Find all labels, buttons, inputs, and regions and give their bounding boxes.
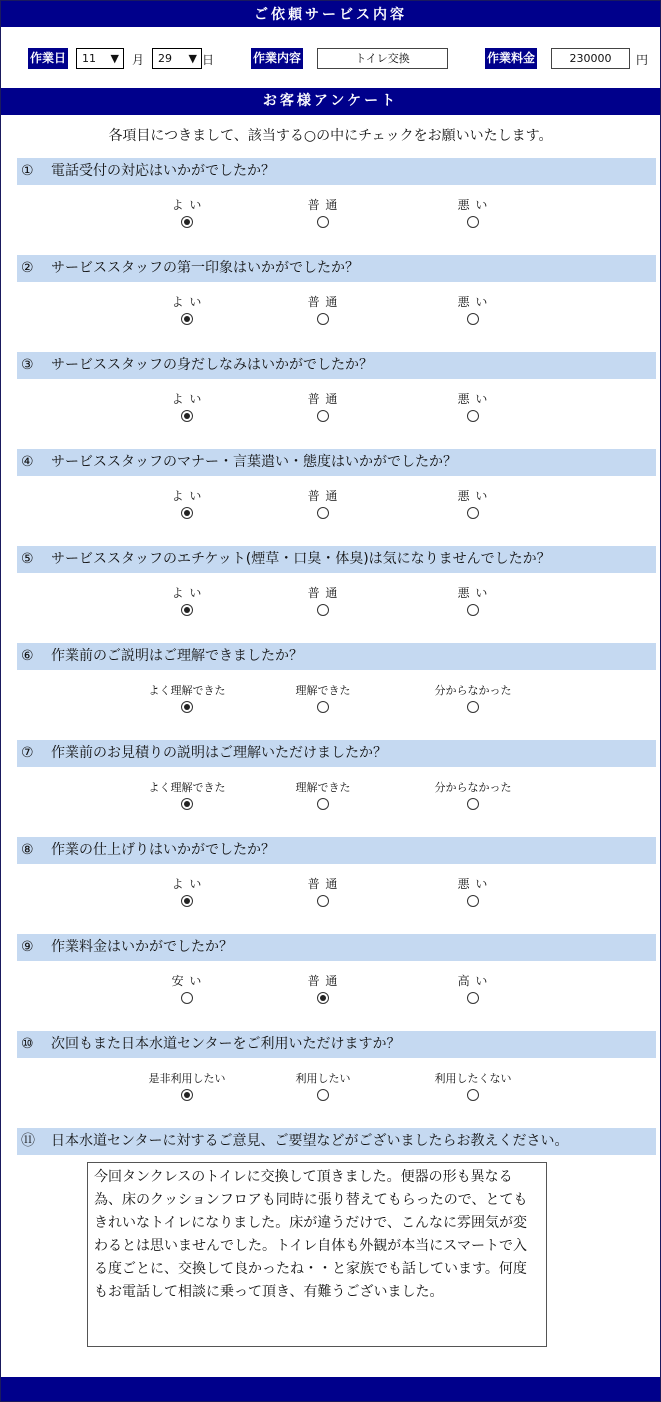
option-label: よ い [171, 198, 203, 212]
radio-checked[interactable] [181, 507, 193, 519]
question-text: 作業前のご説明はご理解できましたか？ [51, 648, 303, 664]
radio-unchecked[interactable] [467, 604, 479, 616]
answer-option[interactable] [418, 780, 528, 810]
answer-option[interactable] [268, 295, 378, 325]
answer-option[interactable] [132, 877, 242, 907]
option-label: 普 通 [307, 974, 339, 988]
answer-option[interactable] [132, 489, 242, 519]
answer-option[interactable] [268, 392, 378, 422]
question-6 [17, 643, 656, 670]
radio-unchecked[interactable] [317, 798, 329, 810]
option-label: 分からなかった [434, 684, 512, 697]
option-label: よく理解できた [148, 781, 226, 794]
answer-option[interactable] [132, 1071, 242, 1101]
survey-intro: 各項目につきまして、該当する○の中にチェックをお願いいたします。 [108, 128, 553, 144]
radio-unchecked[interactable] [317, 216, 329, 228]
question-9 [17, 934, 656, 961]
answer-option[interactable] [268, 1071, 378, 1101]
radio-unchecked[interactable] [467, 701, 479, 713]
option-label: 悪 い [457, 489, 489, 503]
radio-checked[interactable] [181, 216, 193, 228]
service-header: ご依頼サービス内容 [1, 1, 660, 27]
answer-option[interactable] [418, 683, 528, 713]
question-4 [17, 449, 656, 476]
question-7 [17, 740, 656, 767]
answer-option[interactable] [132, 198, 242, 228]
month-unit: 月 [132, 53, 145, 67]
option-label: 悪 い [457, 586, 489, 600]
option-label: 悪 い [457, 198, 489, 212]
radio-checked[interactable] [181, 604, 193, 616]
radio-unchecked[interactable] [181, 992, 193, 1004]
question-8 [17, 837, 656, 864]
month-value: 11 [82, 52, 96, 65]
work-fee-label: 作業料金 [485, 48, 537, 69]
option-label: 普 通 [307, 198, 339, 212]
question-text: 電話受付の対応はいかがでしたか？ [51, 163, 275, 179]
answer-option[interactable] [418, 489, 528, 519]
question-number: ⑨ [21, 939, 34, 955]
option-label: 悪 い [457, 877, 489, 891]
radio-unchecked[interactable] [467, 895, 479, 907]
option-label: 悪 い [457, 392, 489, 406]
fee-unit: 円 [636, 53, 649, 67]
question-number: ⑦ [21, 745, 34, 761]
question-3 [17, 352, 656, 379]
radio-unchecked[interactable] [317, 895, 329, 907]
question-number: ⑥ [21, 648, 34, 664]
answer-option[interactable] [132, 974, 242, 1004]
radio-checked[interactable] [181, 701, 193, 713]
radio-unchecked[interactable] [467, 1089, 479, 1101]
radio-unchecked[interactable] [467, 216, 479, 228]
work-fee-field[interactable]: 230000 [551, 48, 630, 69]
radio-unchecked[interactable] [467, 798, 479, 810]
radio-checked[interactable] [181, 798, 193, 810]
option-label: よ い [171, 586, 203, 600]
answer-option[interactable] [268, 198, 378, 228]
radio-unchecked[interactable] [317, 604, 329, 616]
day-select[interactable] [152, 48, 202, 69]
answer-option[interactable] [132, 586, 242, 616]
option-label: 高 い [457, 974, 489, 988]
option-label: 普 通 [307, 392, 339, 406]
answer-option[interactable] [418, 392, 528, 422]
answer-option[interactable] [418, 877, 528, 907]
question-5 [17, 546, 656, 573]
answer-option[interactable] [268, 974, 378, 1004]
radio-unchecked[interactable] [317, 1089, 329, 1101]
option-label: 普 通 [307, 877, 339, 891]
option-label: 利用したい [295, 1072, 351, 1085]
radio-checked[interactable] [181, 895, 193, 907]
radio-checked[interactable] [181, 313, 193, 325]
option-label: 普 通 [307, 295, 339, 309]
question-10 [17, 1031, 656, 1058]
answer-option[interactable] [132, 392, 242, 422]
question-number: ② [21, 260, 34, 276]
question-number: ⑧ [21, 842, 34, 858]
option-label: よ い [171, 392, 203, 406]
question-number: ⑩ [21, 1036, 34, 1052]
question-text: 作業前のお見積りの説明はご理解いただけましたか？ [51, 745, 387, 761]
question-11 [17, 1128, 656, 1155]
footer-bar [1, 1377, 660, 1401]
service-row [1, 47, 660, 71]
option-label: よ い [171, 877, 203, 891]
comment-textarea[interactable]: 今回タンクレスのトイレに交換して頂きました。便器の形も異なる為、床のクッションフロアも同時に張り替えてもらったので、とてもきれいなトイレになりました。床が違うだけで、こんなに雰囲気が変わるとは思いませんでした。トイレ自体も外観が本当にスマートで入る度ごとに、交換して良かったね・・と家族でも話しています。何度もお電話して相談に乗って頂き、有難うございました。 [87, 1162, 547, 1347]
answer-option[interactable] [268, 489, 378, 519]
radio-unchecked[interactable] [317, 701, 329, 713]
radio-unchecked[interactable] [467, 313, 479, 325]
answer-option[interactable] [132, 683, 242, 713]
question-text: サービススタッフのエチケット(煙草・口臭・体臭)は気になりませんでしたか？ [51, 551, 551, 567]
option-label: よく理解できた [148, 684, 226, 697]
work-content-label: 作業内容 [251, 48, 303, 69]
answer-option[interactable] [132, 295, 242, 325]
radio-unchecked[interactable] [467, 992, 479, 1004]
answer-option[interactable] [418, 586, 528, 616]
survey-header: お客様アンケート [1, 88, 660, 115]
question-number: ⑪ [21, 1133, 35, 1149]
question-number: ④ [21, 454, 34, 470]
option-label: よ い [171, 295, 203, 309]
answer-option[interactable] [418, 198, 528, 228]
day-value: 29 [158, 52, 172, 65]
radio-unchecked[interactable] [467, 507, 479, 519]
answer-option[interactable] [268, 780, 378, 810]
question-number: ③ [21, 357, 34, 373]
radio-checked[interactable] [317, 992, 329, 1004]
question-text: サービススタッフの第一印象はいかがでしたか？ [51, 260, 359, 276]
answer-option[interactable] [418, 974, 528, 1004]
option-label: 理解できた [295, 781, 351, 794]
question-text: サービススタッフの身だしなみはいかがでしたか？ [51, 357, 373, 373]
question-text: サービススタッフのマナー・言葉遣い・態度はいかがでしたか？ [51, 454, 457, 470]
question-number: ⑤ [21, 551, 34, 567]
question-number: ① [21, 163, 34, 179]
radio-unchecked[interactable] [467, 410, 479, 422]
answer-option[interactable] [268, 586, 378, 616]
radio-unchecked[interactable] [317, 313, 329, 325]
day-unit: 日 [202, 53, 215, 67]
option-label: 悪 い [457, 295, 489, 309]
option-label: 分からなかった [434, 781, 512, 794]
option-label: 普 通 [307, 586, 339, 600]
option-label: 安 い [171, 974, 203, 988]
option-label: 理解できた [295, 684, 351, 697]
question-text: 次回もまた日本水道センターをご利用いただけますか？ [51, 1036, 401, 1052]
option-label: よ い [171, 489, 203, 503]
radio-unchecked[interactable] [317, 410, 329, 422]
answer-option[interactable] [268, 683, 378, 713]
work-date-label: 作業日 [28, 48, 68, 69]
option-label: 普 通 [307, 489, 339, 503]
question-1 [17, 158, 656, 185]
answer-option[interactable] [418, 1071, 528, 1101]
question-text: 作業の仕上げりはいかがでしたか？ [51, 842, 275, 858]
month-select[interactable] [76, 48, 124, 69]
question-text: 日本水道センターに対するご意見、ご要望などがございましたらお教えください。 [51, 1133, 569, 1149]
answer-option[interactable] [418, 295, 528, 325]
question-text: 作業料金はいかがでしたか？ [51, 939, 233, 955]
chevron-down-icon: ▼ [188, 52, 197, 65]
option-label: 利用したくない [434, 1072, 512, 1085]
work-content-field[interactable]: トイレ交換 [317, 48, 448, 69]
radio-checked[interactable] [181, 1089, 193, 1101]
answer-option[interactable] [268, 877, 378, 907]
question-2 [17, 255, 656, 282]
answer-option[interactable] [132, 780, 242, 810]
option-label: 是非利用したい [148, 1072, 226, 1085]
chevron-down-icon: ▼ [110, 52, 119, 65]
radio-checked[interactable] [181, 410, 193, 422]
radio-unchecked[interactable] [317, 507, 329, 519]
